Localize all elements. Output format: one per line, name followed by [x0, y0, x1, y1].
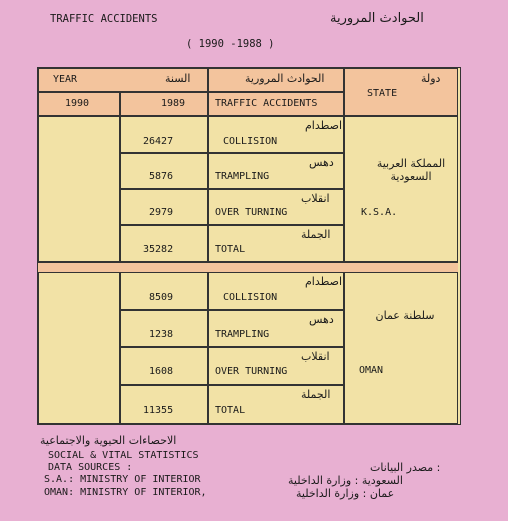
ksa-overturning-en: OVER TURNING [215, 207, 288, 218]
year-1989-cell [120, 92, 208, 116]
ksa-row-value [120, 116, 208, 153]
ksa-total-value: 35282 [143, 244, 174, 255]
year-header-ar: السنة [165, 72, 191, 85]
title-arabic: الحوادث المرورية [330, 11, 424, 26]
oman-overturning-ar: انقلاب [301, 350, 330, 363]
period-subtitle: ( 1990 -1988 ) [186, 38, 275, 50]
source-oman-ar: عمان : وزارة الداخلية [296, 487, 395, 500]
oman-1990-column [38, 272, 120, 424]
oman-total-value: 11355 [143, 405, 174, 416]
year-1989: 1989 [161, 98, 186, 109]
oman-row-value [120, 310, 208, 347]
accidents-header-ar: الحوادث المرورية [245, 72, 325, 85]
oman-collision-en: COLLISION [223, 292, 278, 303]
oman-row-value [120, 385, 208, 424]
accidents-header-cell [208, 68, 344, 92]
ksa-row-type [208, 153, 344, 189]
ksa-trampling-en: TRAMPLING [215, 171, 270, 182]
ksa-trampling-value: 5876 [149, 171, 174, 182]
stats-title-ar: الاحصاءات الحيوية والاجتماعية [40, 434, 177, 447]
year-header-cell [38, 68, 208, 92]
oman-row-type [208, 310, 344, 347]
accidents-table [37, 67, 461, 425]
year-1990-cell [38, 92, 120, 116]
ksa-total-en: TOTAL [215, 244, 246, 255]
oman-trampling-ar: دهس [309, 313, 334, 326]
oman-total-en: TOTAL [215, 405, 246, 416]
oman-state-ar: سلطنة عمان [375, 309, 435, 322]
ksa-total-ar: الجملة [301, 228, 331, 241]
oman-trampling-en: TRAMPLING [215, 329, 270, 340]
ksa-row-value [120, 225, 208, 262]
year-header-en: YEAR [53, 74, 78, 85]
source-oman-en: OMAN: MINISTRY OF INTERIOR, [44, 487, 207, 498]
accidents-en-cell [208, 92, 344, 116]
ksa-overturning-value: 2979 [149, 207, 174, 218]
ksa-row-value [120, 153, 208, 189]
oman-total-ar: الجملة [301, 388, 331, 401]
oman-row-value [120, 272, 208, 310]
oman-state-en: OMAN [359, 365, 384, 376]
ksa-state-cell [344, 116, 458, 262]
oman-state-cell [344, 272, 458, 424]
oman-row-type [208, 347, 344, 385]
year-1990: 1990 [65, 98, 90, 109]
oman-row-type [208, 272, 344, 310]
oman-row-value [120, 347, 208, 385]
ksa-row-value [120, 189, 208, 225]
ksa-row-type [208, 225, 344, 262]
oman-trampling-value: 1238 [149, 329, 174, 340]
ksa-state-ar: المملكة العربية السعودية [376, 157, 446, 183]
oman-collision-value: 8509 [149, 292, 174, 303]
state-header-en: STATE [367, 88, 398, 99]
data-sources-label: DATA SOURCES : [48, 462, 133, 473]
oman-row-type [208, 385, 344, 424]
ksa-row-type [208, 189, 344, 225]
ksa-1990-column [38, 116, 120, 262]
ksa-trampling-ar: دهس [309, 156, 334, 169]
ksa-overturning-ar: انقلاب [301, 192, 330, 205]
source-saudi-ar: السعودية : وزارة الداخلية [288, 474, 403, 487]
ksa-row-type [208, 116, 344, 153]
oman-overturning-en: OVER TURNING [215, 366, 288, 377]
ksa-collision-value: 26427 [143, 136, 174, 147]
source-saudi-en: S.A.: MINISTRY OF INTERIOR [44, 474, 201, 485]
data-sources-label-ar: مصدر البيانات : [370, 461, 441, 474]
state-header-ar: دولة [421, 72, 441, 85]
oman-overturning-value: 1608 [149, 366, 174, 377]
ksa-collision-ar: اصطدام [305, 119, 343, 132]
ksa-state-en: K.S.A. [361, 207, 398, 218]
stats-title-en: SOCIAL & VITAL STATISTICS [48, 450, 199, 461]
oman-collision-ar: اصطدام [305, 275, 343, 288]
state-header-cell [344, 68, 458, 116]
accidents-header-en: TRAFFIC ACCIDENTS [215, 98, 318, 109]
ksa-collision-en: COLLISION [223, 136, 278, 147]
title-english: TRAFFIC ACCIDENTS [50, 13, 158, 25]
